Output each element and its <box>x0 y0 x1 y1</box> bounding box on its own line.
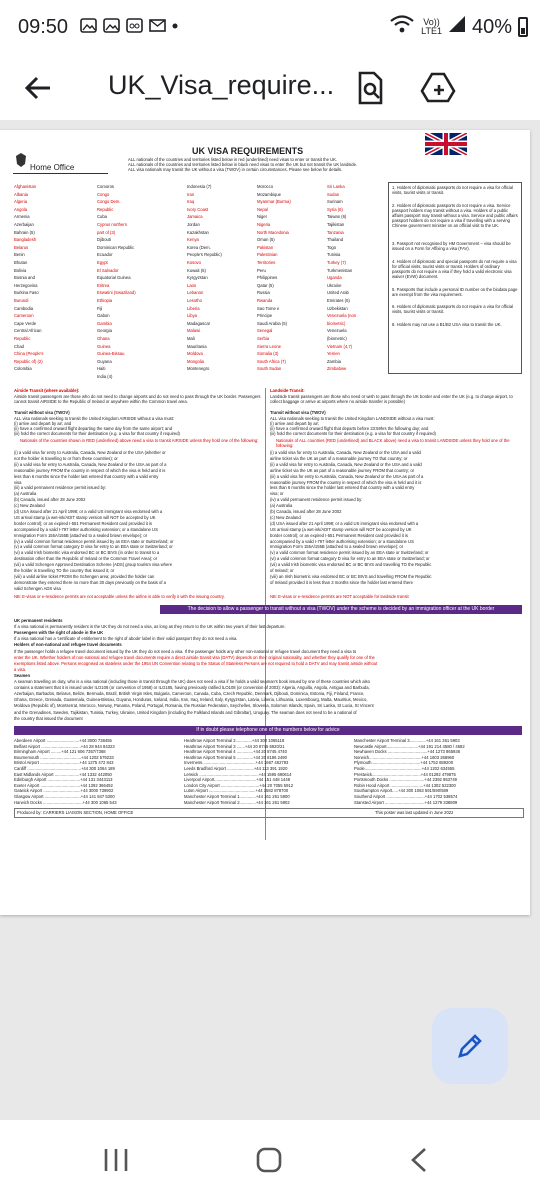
country-item: Bangladesh <box>14 237 37 243</box>
phone-entry: Heathrow Airport Terminal 5 ..............+44 20 8196 2490 <box>184 754 287 760</box>
red-airside-title: Nationals of the countries shown in RED (underlined) above need a visa to transit AIRSIDE unless they hold one of the following: <box>20 438 259 443</box>
header-divider <box>13 173 108 174</box>
phone-entry: Heathrow Airport Terminal 2..............+44 300 1065118 <box>184 738 285 743</box>
country-item: Thailand <box>327 237 344 243</box>
country-item: Serbia <box>257 336 270 341</box>
pencil-icon <box>456 1032 484 1065</box>
country-item: Colombia <box>14 366 32 372</box>
info-line: If a visa national is permanently resident in the UK they do not need a visa, as long as they return to the UK within two years of their last departure. <box>14 624 286 630</box>
info-line: enter the UK. Whether holders of non-national and refugee travel documents require a direct airside transit visa (DATV) depends on their original nationality, and whether they qualify for one of the <box>14 654 375 660</box>
country-item: Pakistan <box>257 244 274 250</box>
country-item: Principe <box>257 313 273 319</box>
intro-line: ALL visa nationals may transit the UK without a visa (TWOV) in certain circumstances. Please see below for details. <box>128 167 343 172</box>
country-item: Comoros <box>97 184 114 189</box>
country-item: Sudan <box>327 191 340 197</box>
airside-condition-line: (v) a valid common format category D visa for entry to an EEA state or Switzerland; or <box>14 544 173 550</box>
country-item: Palestinian <box>257 252 278 258</box>
country-item: Jamaica <box>187 214 203 220</box>
country-item: Russia <box>257 290 270 296</box>
phone-entry: Cardiff ..............................................+44 300 1064 189 <box>14 766 115 771</box>
phone-entry: Birmingham Airport .........+44 121 606 7357/7368 <box>14 749 106 755</box>
org-name: Home Office <box>30 163 75 172</box>
airside-condition-line: (iv) a valid common format residence permit issued by an EEA state or Switzerland; or <box>14 538 174 544</box>
landside-condition-line: (v) a valid common format residence permit issued by an EEA state or Switzerland; or <box>270 550 429 556</box>
airside-condition-line: not the holder is travelling to or from these countries); or <box>14 455 118 461</box>
country-item: Tanzania <box>327 229 344 235</box>
country-item: Eswatini (Swaziland) <box>97 290 136 296</box>
phone-entry: Belfast Airport ..................................+44 28 944 84323 <box>14 743 115 749</box>
airside-title: Airside Transit (where available): <box>14 388 80 393</box>
country-item: Uzbekistan <box>327 305 348 311</box>
country-item: Kazakhstan <box>187 229 209 235</box>
country-item: Ghana <box>97 336 110 341</box>
add-to-drive-icon[interactable] <box>420 70 456 106</box>
phone-entry: Bournemouth ...................................+44 1202 579233 <box>14 754 114 760</box>
country-item: Oman (5) <box>257 237 275 243</box>
phone-entry: Manchester Airport Terminal 2..............+44 161 261 5902 <box>184 799 290 805</box>
country-item: Sri Lanka <box>327 184 345 189</box>
country-item: China (People's <box>14 351 44 357</box>
network-lte: LTE1 <box>421 26 442 36</box>
country-item: Afghanistan <box>14 184 37 189</box>
phone-entry: Heathrow Airport Terminal 4 ..............+44 20 8745 4740 <box>184 749 287 755</box>
airside-condition-line: destination other than the Republic of Ireland or the Common Travel Area); or <box>14 556 158 562</box>
landside-title: Landside Transit: <box>270 388 305 393</box>
country-item: Turkey (7) <box>327 260 346 265</box>
phone-entry: Harwich Docks ..................................+44 300 1065 543 <box>14 799 117 805</box>
country-item: Cape Verde <box>14 320 37 326</box>
country-item: Chad <box>14 343 25 349</box>
phone-entry: Gatwick Airport ................................+44 3000 739902 <box>14 788 114 794</box>
country-item: Nepal <box>257 206 268 212</box>
twov-landside-line: (iii) hold the correct documents for their destination (e.g. a visa for that country if required) <box>270 431 436 436</box>
country-item: Armenia <box>14 214 30 220</box>
landside-condition-line: airline ticket via the UK as part of a reasonable journey TO that country; or <box>270 455 408 461</box>
network-volte: Vo)) <box>423 17 440 27</box>
landside-condition-line: US arrival stamp (a wet-ink/ADIT stamp version will NOT be accepted by UK <box>270 526 412 532</box>
country-item: Algeria <box>14 199 28 205</box>
country-item: Zambia <box>327 358 341 364</box>
country-item: Gabon <box>97 313 110 319</box>
country-item: (biometric) <box>327 336 347 341</box>
country-item: Niger <box>257 214 268 220</box>
airside-condition-line: (a) Australia <box>14 491 37 497</box>
country-item: Mali <box>187 336 195 341</box>
country-item: People's Republic) <box>187 252 222 258</box>
phone-entry: Glasgow Airport ...............................+44 141 847 5300 <box>14 794 115 799</box>
red-landside-title: Nationals of ALL countries (RED (underlined) and BLACK above) need a visa to transit LANDSIDE unless they hold one of the following: <box>276 438 510 448</box>
clock: 09:50 <box>18 16 69 38</box>
phone-entry: Inverness..............................................+44 1667 462793 <box>184 760 289 766</box>
country-item: India (4) <box>97 374 113 379</box>
country-item: Madagascar <box>187 320 211 326</box>
landside-condition-line: (a) Australia <box>270 503 293 509</box>
landside-condition-line: (iv) a valid permanent residence permit issued by: <box>270 497 363 503</box>
landside-condition-line: reasonable journey FROM the country in respect of which the visa is held and it is <box>270 479 422 485</box>
airside-condition-line: (ii) a valid visa for entry to Australia, Canada, New Zealand or the USA as part of a <box>14 461 167 467</box>
phone-advice-banner: If in doubt please telephone one of the numbers below for advice <box>14 726 522 735</box>
country-item: Kyrgyzstan <box>187 275 208 281</box>
country-item: South Sudan <box>257 366 282 372</box>
country-item: Bolivia <box>14 267 27 273</box>
wifi-icon <box>389 14 415 40</box>
status-right <box>389 14 528 40</box>
footer-updated: This poster was last updated in June 2022 <box>375 810 454 815</box>
signal-icon <box>448 15 466 39</box>
country-item: Mauritania <box>187 343 207 349</box>
phone-entry: Lerwick ...................................................+44 1595 690614 <box>184 771 292 777</box>
country-item: South Africa (7) <box>257 358 286 364</box>
landside-condition-line: of Ireland; or <box>270 568 294 573</box>
landside-condition-line: border control); or an expired I-551 Permanent Resident card provided it is <box>270 532 409 538</box>
phone-entry: Portsmouth Docks ..............................+44 2392 953749 <box>354 777 457 783</box>
info-line: a visa. <box>14 666 27 672</box>
country-item: Congo Dem. <box>97 199 121 205</box>
note-item: 5. Passports that include a personal ID number on the biodata page are exempt from the visa requirement. <box>392 286 518 297</box>
info-line: If the passenger holds a refugee travel document issued by the UK they do not need a visa. If the passenger holds any other non-national or refugee travel document they need a visa to <box>14 648 357 654</box>
network-type <box>421 18 442 36</box>
phone-entry: Exeter Airport ..................................+44 1392 366492 <box>14 782 113 788</box>
country-item: Burkina Faso <box>14 290 39 296</box>
landside-condition-line: (ii) a valid visa for entry to Australia, Canada, New Zealand or the USA and a valid <box>270 461 422 467</box>
landside-condition-line: less than 6 months since the holder last entered that country with a valid entry <box>270 485 415 491</box>
mail-icon <box>149 18 166 33</box>
country-item: Togo <box>327 244 337 250</box>
airside-condition-line: accompanied by a valid I-797 letter authorising extension; or a standalone US <box>14 526 158 532</box>
country-item: Yemen <box>327 351 340 357</box>
system-nav-bar <box>0 1120 540 1200</box>
country-item: Egypt <box>97 260 108 265</box>
country-item: Bahrain (5) <box>14 229 35 235</box>
back-chevron-icon[interactable] <box>408 1146 430 1174</box>
home-icon[interactable] <box>255 1146 283 1174</box>
country-item: Cuba <box>97 214 108 220</box>
country-item: Philippines <box>257 275 278 281</box>
country-item: biometric) <box>327 320 346 326</box>
country-item: Senegal <box>257 328 273 334</box>
phone-entry: Southampton Airport.....+44 300 1063 591/590/589 <box>354 788 449 794</box>
phone-entry: East Midlands Airport .....................+44 1332 442050 <box>14 771 112 777</box>
union-flag-icon <box>425 133 467 155</box>
country-item: Bosnia and <box>14 275 35 281</box>
country-item: Lesotho <box>187 298 202 303</box>
landside-condition-line: (iii) a valid visa for entry to Australia, Canada, New Zealand or the USA as part of a <box>270 473 424 479</box>
country-item: Kuwait (5) <box>187 267 206 273</box>
twov-title-airside: Transit without visa (TWOV) <box>14 410 70 415</box>
country-item: Ivory Coast <box>187 206 209 212</box>
battery-icon <box>518 17 528 37</box>
gallery-icon <box>80 18 97 33</box>
phone-entry: Newhaven Docks ..................................+44 1273 865936 <box>354 749 461 755</box>
country-item: Georgia <box>97 328 112 334</box>
country-item: Cambodia <box>14 305 34 311</box>
twov-landside-line: (i) arrive and depart by air; <box>270 421 320 426</box>
twov-landside-line: ALL visa nationals seeking to transit the United Kingdom LANDSIDE without a visa must: <box>270 416 435 421</box>
country-item: Burundi <box>14 298 29 303</box>
country-item: Ethiopia <box>97 298 113 303</box>
note-item: 3. Passport not recognised by HM Government – visa should be issued on a Form for Affixing a visa (FAV). <box>392 241 511 252</box>
country-item: Belarus <box>14 244 29 250</box>
twov-decision-banner: The decision to allow a passenger to transit without a visa (TWOV) under the scheme is decided by an immigration officer at the UK border <box>160 605 522 614</box>
phone-entry: Poole.................................................+44 1202 634555 <box>354 766 455 771</box>
landside-condition-line: of Ireland provided it is less than 3 months since the holder last entered there <box>270 579 413 585</box>
country-item: Liberia <box>187 305 200 311</box>
twov-airside-line: (i) arrive and depart by air; and <box>14 421 72 426</box>
status-bar <box>0 0 540 56</box>
royal-crest-icon <box>14 152 28 168</box>
airside-condition-line: (vi) a valid Irish biometric visa endorsed BC or BC BIVS (in order to transit to a <box>14 550 160 556</box>
country-item: Sierra Leone <box>257 343 281 349</box>
search-document-icon[interactable] <box>352 70 388 106</box>
country-item: Guinea-Bissau <box>97 351 125 357</box>
voicemail-icon <box>126 18 143 33</box>
country-item: Venezuela <box>327 328 347 334</box>
info-line: Holders of non-national and refugee travel documents <box>14 642 122 648</box>
country-item: Equatorial Guinea <box>97 275 131 281</box>
landside-condition-line: (vi) a valid common format category D visa for entry to an EEA state or Switzerland; or <box>270 556 430 562</box>
country-item: Moldova <box>187 351 203 357</box>
country-item: Sao Tome e <box>257 305 280 311</box>
app-bar <box>0 56 540 120</box>
country-item: Nigeria <box>257 222 271 227</box>
info-line: the country that issued the document <box>14 715 83 721</box>
doc-heading: UK VISA REQUIREMENTS <box>192 146 304 156</box>
twov-landside-line: (ii) have a confirmed onward flight that departs before 23:59hrs the following day; and <box>270 426 429 431</box>
country-item: Myanmar (Burma) <box>257 199 291 205</box>
country-item: Korea (Dem. <box>187 244 211 250</box>
landside-condition-line: (c) New Zealand <box>270 514 301 520</box>
twov-title-landside: Transit without visa (TWOV) <box>270 410 326 415</box>
country-item: North Macedonia <box>257 229 289 235</box>
country-item: Morocco <box>257 184 274 189</box>
info-line: exemptions listed above. Persons recognised as stateless under the 1954 UN Convention relating to the Status of Stateless Persons are not required to hold a DATV and may transit airside without <box>14 660 378 666</box>
edit-fab[interactable] <box>432 1008 508 1084</box>
country-item: Qatar (5) <box>257 282 274 288</box>
note-item: 8. Holders may not use a B1/B2 USA visa to transit the UK. <box>392 321 502 327</box>
info-line: Moldova (Republic of), Montserrat, Morocco, Norway, Panama, Poland, Portugal, Romania, the Russian Federation, Seychelles, Slovenia, Solomon Islands, Spain, Sri Lanka, St Lucia, St Vincent <box>14 703 374 709</box>
airside-condition-line: the holder is travelling TO the country that issued it; or <box>14 568 115 573</box>
country-item: Territories <box>257 260 276 265</box>
country-item: Ukraine <box>327 282 342 288</box>
intro-line: ALL nationals of the countries and territories listed below in black need visas to enter the UK but not transit the UK landside. <box>128 162 358 167</box>
phone-entry: Aberdeen Airport ............................+44 3000 738455 <box>14 738 112 743</box>
country-item: Zimbabwe <box>327 366 347 372</box>
phone-entry: Manchester Airport Terminal 1..............+44 161 261 5900 <box>184 794 290 799</box>
phone-entry: Plymouth..........................................+44 1752 689200 <box>354 760 454 766</box>
country-item: United Arab <box>327 290 349 296</box>
airside-condition-line: demonstrate they entered there no more than 30 days previously on the basis of a <box>14 579 167 585</box>
country-item: Congo <box>97 191 110 197</box>
airside-condition-line: (viii) a valid airline ticket FROM the Schengen area; provided the holder can <box>14 573 155 579</box>
country-item: Albania <box>14 191 28 197</box>
info-line: and the Grenadines, Sweden, Tajikistan, Tunisia, Turkey, Ukraine, United Kingdom (including the Falkland Islands and Gibraltar), Uruguay. The seaman does not need to be a national of <box>14 709 357 715</box>
landside-condition-line: (b) Canada, issued after 28 June 2002 <box>270 509 342 514</box>
airside-text: Airside transit passengers are those who do not need to change airports and do not need to pass through the UK border. Passengers cannot transit AIRSIDE to the Republic of Ireland or anywhere within the Common travel area. <box>14 394 261 404</box>
gallery-icon <box>103 18 120 33</box>
info-line: Ghana, Greece, Grenada, Guatemala, Guinea-Bissau, Guyana, Honduras, Iceland, India, Iran, Iraq, Ireland, Italy, Kyrgyzstan, Latvia, Liberia, Lithuania, Luxembourg, Malta, Mauritius, Mexico, <box>14 697 368 703</box>
country-item: Syria (6) <box>327 206 343 212</box>
airside-condition-line: reasonable journey FROM the country in respect of which the visa is held and it is <box>14 467 166 473</box>
country-item: Surinam <box>327 199 343 205</box>
landside-condition-line: (d) USA issued after 21 April 1998; or a valid US immigrant visa endorsed with a <box>270 520 419 526</box>
info-line: A seaman travelling on duty, who is a visa national (including those in transit through the UK) does not need a visa if he holds a valid seaman's book issued by one of these countries which also <box>14 679 370 684</box>
battery-percent: 40% <box>471 15 512 38</box>
phone-entry: Norwich.............................................+44 1603 268960 <box>354 754 455 760</box>
country-item: Cyprus northern <box>97 222 128 227</box>
country-item: Angola <box>14 206 28 212</box>
info-line: Passengers with the right of abode in the UK <box>14 630 104 636</box>
phone-entry: Manchester Airport Terminal 3..............+44 161 261 5903 <box>354 738 460 743</box>
phone-entry: Bristol Airport ..................................+44 1275 472 843 <box>14 760 114 766</box>
country-item: Kosovo <box>187 260 201 265</box>
country-item: Central African <box>14 328 42 334</box>
country-item: Mongolia <box>187 358 204 364</box>
phone-entry: Edinburgh Airport ............................+44 131 3443113 <box>14 777 113 783</box>
phone-entry: Luton Airport ........................................+44 1582 878700 <box>184 788 289 794</box>
country-item: Tunisia <box>327 252 341 258</box>
country-item: Emirates (5) <box>327 298 350 303</box>
footer-produced-by: Produced by: CARRIERS LIAISON SECTION, HOME OFFICE <box>17 810 134 815</box>
country-item: Gambia <box>97 320 112 326</box>
info-line: contains a statement that it is issued under ILO108 (or convention of 1958) or ILO185, having previously ratified ILO108 (or convention of 2003): Algeria, Anguilla, Angola, Antigua and Barbuda, <box>14 685 370 691</box>
country-item: El Salvador <box>97 267 119 273</box>
country-item: Turkmenistan <box>327 267 353 273</box>
country-item: Kenya <box>187 237 199 243</box>
airside-condition-line: border control); or an expired I-551 Permanent Resident card provided it is <box>14 520 153 526</box>
country-item: Montenegro <box>187 366 210 372</box>
landside-condition-line: airline ticket via the UK as part of a reasonable journey FROM that country; or <box>270 467 415 473</box>
phone-entry: Leeds Bradford Airport .......................+44 113 391 1920 <box>184 766 288 771</box>
document-title: UK_Visa_require... <box>108 70 335 100</box>
airside-condition-line: (d) USA issued after 21 April 1998; or a valid US immigrant visa endorsed with a <box>14 509 163 514</box>
airside-condition-line: US arrival stamp (a wet-ink/ADIT stamp version will NOT be accepted by UK <box>14 514 156 520</box>
arrow-left-icon[interactable] <box>20 70 56 106</box>
country-item: Benin <box>14 252 25 258</box>
country-item: Herzegovina <box>14 282 38 288</box>
phone-entry: Heathrow Airport Terminal 3 .......+44 20 8745 6920/21 <box>184 743 285 749</box>
phone-entry: Southend Airport .................................+44 1702 538574 <box>354 794 458 799</box>
country-item: Tajikistan <box>327 222 345 227</box>
country-item: Eritrea <box>97 282 110 288</box>
landside-condition-line: (vii) a valid Irish biometric visa endorsed BC or BC BIVS and travelling TO the Republic <box>270 562 432 568</box>
landside-condition-line: accompanied by a valid I-797 letter authorising extension; or a standalone US <box>270 538 414 544</box>
landside-nb: NB: E-visas or e-residence permits are NOT acceptable for landside transit <box>270 594 409 599</box>
country-item: Iran <box>187 191 195 197</box>
country-item: Malawi <box>187 328 201 334</box>
phone-entry: Newcastle Airport...........................+44 191 214 4580 / 4582 <box>354 743 465 749</box>
landside-condition-line: Immigration Form 155A/155B (attached to a sealed brown envelope); or <box>270 544 404 550</box>
airside-condition-line: (c) New Zealand <box>14 503 45 509</box>
airside-condition-line: (vii) a valid Schengen Approved Destination Scheme (ADS) group tourism visa where <box>14 562 173 568</box>
notification-icons <box>80 18 178 33</box>
airside-condition-line: (iii) a valid permanent residence permit issued by: <box>14 485 107 491</box>
info-line: If a visa national has a 'certificate of entitlement to the right of abode' label in their valid passport they do not need a visa. <box>14 636 238 642</box>
country-item: Republic of) (2) <box>14 358 43 364</box>
info-line: Seamen <box>14 672 31 678</box>
country-item: Indonesia (7) <box>187 184 212 189</box>
airside-nb: NB: E-visas or e-residence permits are not acceptable unless the airline is able to verify it with the issuing country. <box>14 594 225 599</box>
phone-entry: Robin Hood Airport ............................+44 1302 522300 <box>354 782 456 788</box>
twov-airside-line: (ii) have a confirmed onward flight departing the same day from the same airport; and <box>14 426 173 431</box>
country-item: part of (3) <box>97 229 116 235</box>
country-item: Mozambique <box>257 191 281 197</box>
landside-condition-line: visa; or <box>270 491 284 497</box>
airside-condition-line: visa <box>14 479 22 485</box>
twov-airside-line: (iii) hold the correct documents for their destination (e.g. a visa for that country if required) <box>14 431 180 436</box>
country-item: Republic <box>14 336 31 341</box>
country-item: Guinea <box>97 343 111 349</box>
country-item: Peru <box>257 267 266 273</box>
country-item: Rwanda <box>257 298 273 303</box>
country-item: Uganda <box>327 275 342 281</box>
note-item: 1. Holders of diplomatic passports do not require a visa for official visits, tourist visits or transit. <box>392 185 514 196</box>
note-item: 6. Holders of diplomatic passports do not require a visa for official visits, tourist visits or transit. <box>392 304 514 315</box>
country-item: Guyana <box>97 358 112 364</box>
country-item: Cameroon <box>14 313 34 319</box>
phone-entry: London City Airport .................................+44 20 7055 5912 <box>184 782 294 788</box>
document-page[interactable] <box>0 130 530 915</box>
twov-airside-line: ALL visa nationals seeking to transit the United Kingdom AIRSIDE without a visa must: <box>14 416 175 421</box>
airside-condition-line: Immigration Form 155A/155B (attached to a sealed brown envelope); or <box>14 532 148 538</box>
country-item: Somalia (3) <box>257 351 279 357</box>
country-item: Taiwan (6) <box>327 214 347 220</box>
country-item: Fiji <box>97 305 103 311</box>
phone-entry: Stansted Airport ..................................+44 1279 338809 <box>354 799 458 805</box>
country-item: Iraq <box>187 199 195 205</box>
country-item: Saudi Arabia (5) <box>257 320 288 326</box>
country-item: Haiti <box>97 366 106 372</box>
country-item: Azerbaijan <box>14 222 34 227</box>
info-line: UK permanent residents <box>14 618 63 623</box>
airside-condition-line: valid Schengen ADS visa <box>14 585 61 591</box>
dot-icon <box>172 18 178 33</box>
note-item: 2. Holders of diplomatic passports do not require a visa. Service passport holders may transit without a visa. Holders of a public affairs passport may transit without a visa. Service and public affairs passport holders do not require a visa if travelling with a serving Chinese government minister on an official visit to the UK. <box>392 202 518 229</box>
landside-condition-line: (i) a valid visa for entry to Australia, Canada, New Zealand or the USA and a valid <box>270 450 421 455</box>
airside-condition-line: less than 6 months since the holder last entered that country with a valid entry <box>14 473 159 479</box>
note-item: 4. Holders of diplomatic and special passports do not require a visa for official visits, tourist visits or transit. Holders of ordinary passports do not require a visa if they hold a valid electronic visa waiver (EVW) document. <box>392 258 517 280</box>
country-item: Djibouti <box>97 237 111 243</box>
country-item: Vietnam (4,7) <box>327 343 353 349</box>
info-line: Azerbaijan, Barbados, Belarus, Belize, Bermuda, Brazil, British Virgin Isles, Bulgaria, Cameroon, Canada, Cuba, Czech Republic, Denmark, Djibouti, Dominica, Estonia, Fiji, Finland, France, <box>14 691 365 697</box>
country-item: Republic <box>97 206 114 212</box>
phone-entry: Liverpool Airport....................................+44 151 448 1448 <box>184 777 291 783</box>
country-item: Jordan <box>187 222 200 227</box>
country-item: Bhutan <box>14 260 28 265</box>
country-item: Lebanon <box>187 290 204 296</box>
airside-condition-line: (i) a valid visa for entry to Australia, Canada, New Zealand or the USA (whether or <box>14 450 166 455</box>
intro-line: ALL nationals of the countries and territories listed below in red (underlined) need visas to enter or transit the UK. <box>128 157 338 162</box>
country-item: Dominican Republic <box>97 244 135 250</box>
landside-text: Landside transit passengers are those who need or wish to pass through the UK border and enter the UK (e.g. to change airport, to collect baggage or arrive at airports where no airside transfer is possible) <box>270 394 513 404</box>
country-item: Laos <box>187 282 197 288</box>
country-item: Venezuela (non <box>327 313 357 319</box>
country-item: Ecuador <box>97 252 113 258</box>
landside-condition-line: (viii) an Irish biometric visa endorsed BC or BC BIVS and travelling FROM the Republic <box>270 573 432 579</box>
recent-apps-icon[interactable] <box>102 1146 130 1174</box>
phone-entry: Prestwick..........................................+44 01292 479875 <box>354 771 456 777</box>
country-item: Libya <box>187 313 198 319</box>
airside-condition-line: (b) Canada, issued after 28 June 2002 <box>14 497 86 503</box>
